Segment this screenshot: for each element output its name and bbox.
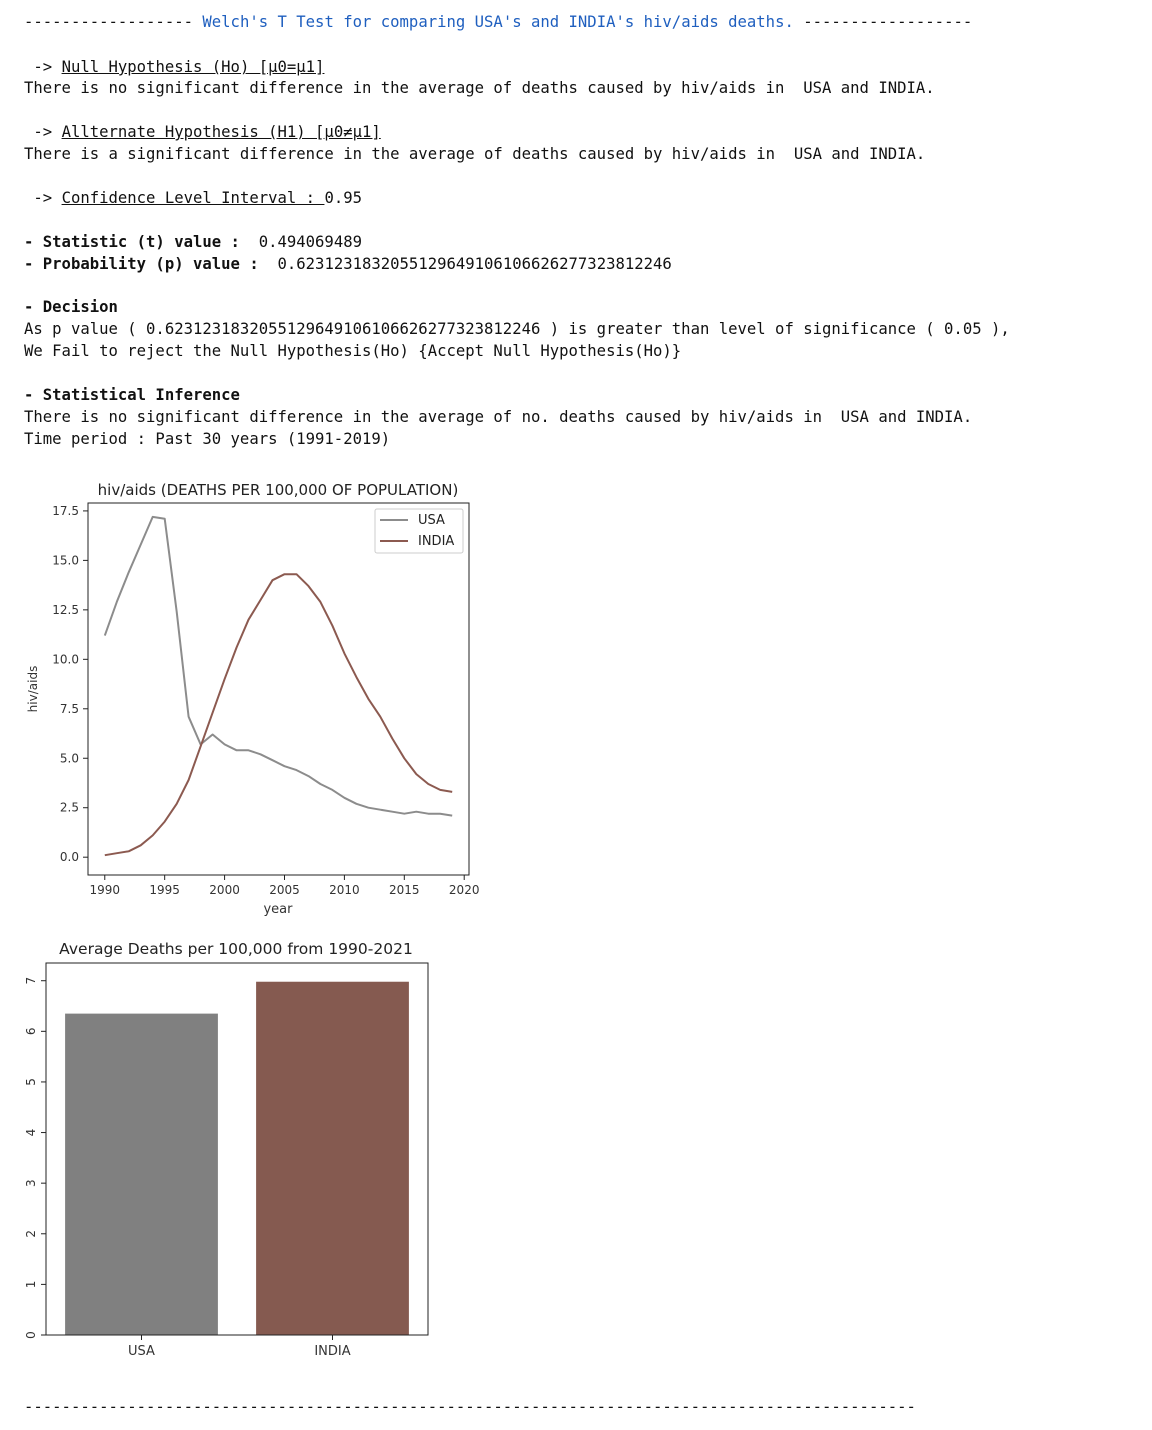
p-value: 0.6231231832055129649106106626277323812246: [277, 255, 672, 273]
y-tick-label: 0: [24, 1331, 38, 1339]
x-tick-label: 2015: [389, 883, 420, 897]
p-value-label: - Probability (p) value :: [24, 255, 259, 273]
t-statistic-value: 0.494069489: [258, 233, 362, 251]
x-tick-label: 1995: [149, 883, 180, 897]
header-dashes-left: ------------------: [24, 13, 193, 31]
t-statistic-line: [24, 232, 362, 252]
legend-label-india: INDIA: [418, 534, 455, 549]
confidence-label: Confidence Level Interval :: [61, 189, 325, 207]
null-hypothesis-label: Null Hypothesis (Ho) [μ0=μ1]: [61, 58, 325, 76]
x-tick-label: 2005: [269, 883, 300, 897]
y-tick-label: 2.5: [59, 800, 79, 815]
inference-line-2: Time period : Past 30 years (1991-2019): [24, 430, 391, 448]
decision-heading: - Decision: [24, 298, 118, 316]
alt-hypothesis-label-line: [24, 122, 381, 142]
y-tick-label: 7: [24, 976, 38, 985]
null-hypothesis-label-line: [24, 57, 324, 77]
confidence-line: [24, 188, 362, 208]
line-chart-y-axis-label: hiv/aids: [26, 665, 40, 713]
null-hypothesis-text: There is no significant difference in the average of deaths caused by hiv/aids in USA and INDIA.: [24, 79, 935, 97]
y-tick-label: 12.5: [52, 602, 79, 617]
bar-india: [256, 982, 409, 1335]
series-line-usa: [105, 517, 455, 816]
line-chart-title: hiv/aids (DEATHS PER 100,000 OF POPULATION): [97, 481, 459, 499]
legend-label-usa: USA: [418, 513, 445, 528]
y-tick-label: 2: [24, 1229, 38, 1238]
confidence-value: 0.95: [324, 189, 362, 207]
y-tick-label: 17.5: [52, 503, 79, 518]
line-chart-legend: [375, 509, 463, 553]
decision-line-2: We Fail to reject the Null Hypothesis(Ho) {Accept Null Hypothesis(Ho)}: [24, 342, 682, 360]
y-tick-label: 4: [24, 1128, 38, 1137]
y-tick-label: 0.0: [59, 850, 79, 865]
y-tick-label: 15.0: [52, 553, 79, 568]
report-header: [24, 12, 972, 32]
x-tick-label: 2020: [448, 883, 480, 897]
y-tick-label: 10.0: [52, 652, 79, 667]
y-tick-label: 7.5: [59, 701, 79, 716]
header-dashes-right: ------------------: [803, 13, 973, 31]
x-tick-label: 2000: [209, 883, 240, 897]
bar-usa: [65, 1014, 218, 1335]
inference-line-1: There is no significant difference in the average of no. deaths caused by hiv/aids in USA and INDIA.: [24, 408, 973, 426]
decision-line-1: As p value ( 0.6231231832055129649106106626277323812246 ) is greater than level of significance ( 0.05 ),: [24, 320, 1010, 338]
alt-hypothesis-text: There is a significant difference in the average of deaths caused by hiv/aids in USA and INDIA.: [24, 145, 926, 163]
t-statistic-label: - Statistic (t) value :: [24, 233, 240, 251]
x-tick-label: INDIA: [314, 1344, 351, 1359]
arrow: ->: [33, 189, 53, 207]
report-title: Welch's T Test for comparing USA's and INDIA's hiv/aids deaths.: [202, 13, 794, 31]
y-tick-label: 5.0: [59, 751, 79, 766]
arrow: ->: [33, 58, 53, 76]
footer-divider: -----------------------------------------------------------------------------------------------: [24, 1398, 916, 1416]
line-chart: [0, 470, 500, 930]
y-tick-label: 3: [24, 1179, 38, 1187]
line-chart-x-axis-label: year: [263, 902, 293, 917]
y-tick-label: 1: [24, 1280, 38, 1289]
p-value-line: [24, 254, 672, 274]
bar-chart: [0, 930, 460, 1370]
bar-chart-title: Average Deaths per 100,000 from 1990-2021: [59, 940, 413, 958]
line-chart-plot-area: [88, 503, 469, 875]
alt-hypothesis-label: Allternate Hypothesis (H1) [μ0≠μ1]: [61, 123, 381, 141]
x-tick-label: 1990: [89, 883, 121, 897]
y-tick-label: 6: [24, 1027, 38, 1036]
x-tick-label: USA: [128, 1344, 155, 1359]
x-tick-label: 2010: [329, 883, 360, 897]
y-tick-label: 5: [24, 1078, 38, 1086]
arrow: ->: [33, 123, 53, 141]
inference-heading: - Statistical Inference: [24, 386, 240, 404]
